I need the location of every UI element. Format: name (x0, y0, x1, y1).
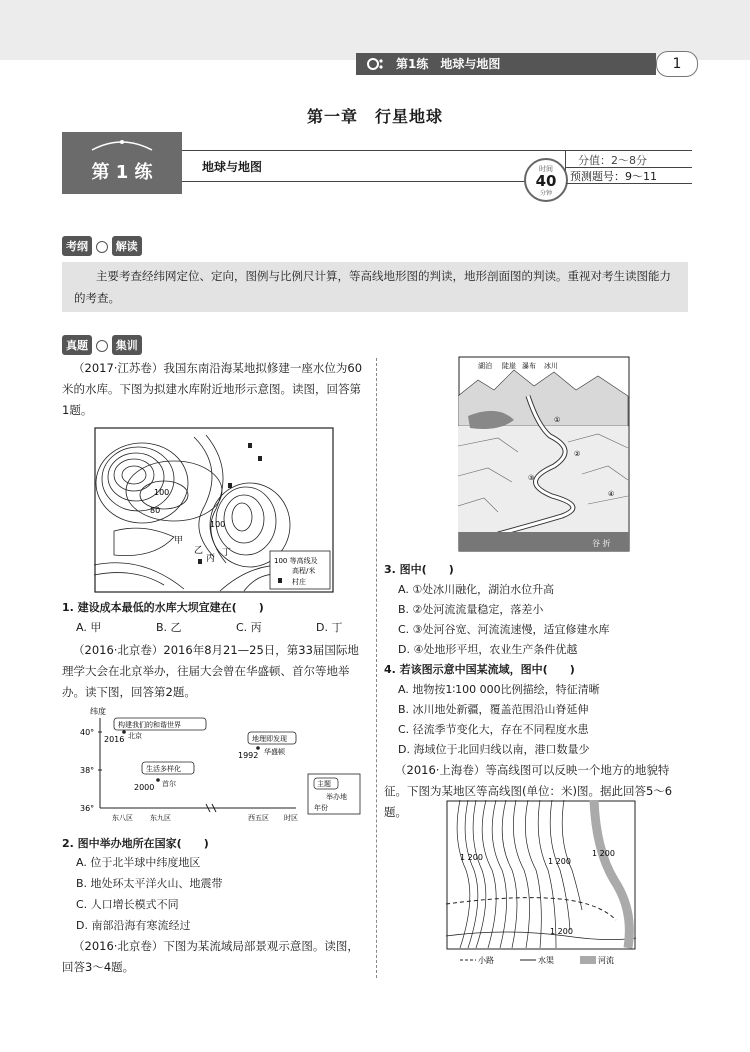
chart2-zone-tick: 东九区 (150, 814, 171, 822)
river-basin-landscape (458, 356, 630, 552)
q3-option[interactable]: A. ①处冰川融化，湖泊水位升高 (398, 583, 555, 596)
topo-map-contours (446, 800, 636, 970)
chart2-year: 2000 (134, 783, 155, 792)
landscape-label: 陡崖 (502, 362, 516, 370)
landscape-watermark: 谷 折 (592, 539, 611, 548)
q1-option[interactable]: A. 甲 (76, 621, 102, 634)
section-header-label: 第1练 地球与地图 (396, 57, 501, 71)
landscape-label: 瀑布 (522, 362, 536, 370)
map3-legend: 河流 (598, 956, 614, 965)
q4-option[interactable]: A. 地物按1∶100 000比例描绘，特征清晰 (398, 683, 600, 696)
outline-label-b: 解读 (112, 236, 142, 256)
q2-stem: 2. 图中举办地所在国家( ) (62, 837, 209, 850)
q1-stem: 1. 建设成本最低的水库大坝宜建在( ) (62, 601, 264, 614)
map3-label: 1 200 (592, 849, 615, 858)
map1-label: 丙 (206, 554, 216, 564)
landscape-label: ④ (608, 490, 615, 498)
key-icon (96, 241, 108, 253)
chart2-lat-tick: 36° (80, 804, 95, 813)
map3-legend: 水渠 (538, 956, 554, 965)
chart2-legend: 主题 (317, 780, 331, 788)
map1-label: 100 (154, 488, 170, 497)
chapter-title: 第一章 行星地球 (306, 107, 443, 126)
chart2-zone-tick: 西五区 (248, 814, 269, 822)
practice-label-a: 真题 (62, 335, 92, 355)
q2-option[interactable]: D. 南部沿海有寒流经过 (76, 919, 191, 932)
section-outline-heading (62, 236, 142, 256)
timer-clock (524, 158, 568, 202)
exercise-number: 第 1 练 (91, 162, 153, 183)
q4-option[interactable]: C. 径流季节变化大，存在不同程度水患 (398, 723, 589, 736)
map3-label: 1 200 (460, 853, 483, 862)
score-label: 分值：2～8分 (578, 154, 647, 167)
outline-text: 主要考查经纬网定位、定向，图例与比例尺计算，等高线地形图的判读，地形剖面图的判读。重视对考生读图能力的考查。 (62, 262, 688, 312)
chart2-lat-tick: 38° (80, 766, 95, 775)
chart2-axis-label: 纬度 (90, 707, 106, 716)
map1-legend: 高程/米 (292, 567, 316, 575)
q2-option[interactable]: B. 地处环太平洋火山、地震带 (76, 877, 223, 890)
landscape-label: 湖泊 (478, 362, 492, 370)
landscape-label: 冰川 (544, 362, 558, 370)
page-top-bar (0, 0, 750, 60)
map3-label: 1 200 (548, 857, 571, 866)
intro-q5: （2016·上海卷）等高线图可以反映一个地方的地貌特征。下图为某地区等高线图(单位：米)图。据此回答5～6题。 (384, 763, 673, 819)
predicted-label: 预测题号：9～11 (570, 170, 657, 183)
chart2-year: 1992 (238, 751, 259, 760)
landscape-label: ① (554, 416, 561, 424)
topo-map-reservoir (94, 427, 334, 593)
landscape-label: ③ (528, 474, 535, 482)
map1-label: 100 (210, 520, 226, 529)
chart2-theme: 构建我们的和谐世界 (118, 721, 181, 729)
q3-option[interactable]: C. ③处河谷宽、河流流速慢，适宜修建水库 (398, 623, 610, 636)
intro-q1: （2017·江苏卷）我国东南沿海某地拟修建一座水位为60米的水库。下图为拟建水库附近地形示意图。读图，回答第1题。 (62, 361, 363, 417)
map1-legend: 村庄 (292, 578, 306, 586)
chart2-zone-tick: 时区 (284, 814, 298, 822)
map1-legend: 100 等高线及 (274, 557, 318, 565)
congress-chart (76, 704, 366, 826)
arc-decoration (90, 138, 154, 152)
timer-value: 40 (535, 172, 557, 190)
q4-option[interactable]: B. 冰川地处新疆，覆盖范围沿山脊延伸 (398, 703, 589, 716)
exercise-topic: 地球与地图 (182, 150, 566, 182)
intro-q3: （2016·北京卷）下图为某流域局部景观示意图。读图，回答3～4题。 (62, 939, 359, 974)
exercise-number-block (62, 132, 182, 194)
map3-legend: 小路 (478, 956, 494, 965)
section-icon (366, 57, 384, 71)
chart2-city: 北京 (128, 732, 142, 740)
exercise-meta (566, 150, 692, 184)
practice-label-b: 集训 (112, 335, 142, 355)
chart2-city: 华盛顿 (264, 748, 285, 756)
q3-stem: 3. 图中( ) (384, 563, 454, 576)
landscape-label: ② (574, 450, 581, 458)
column-divider (376, 358, 377, 978)
chart2-theme: 生活多样化 (146, 765, 181, 773)
chart2-year: 2016 (104, 735, 125, 744)
map1-label: 丁 (222, 548, 232, 558)
q1-option[interactable]: B. 乙 (156, 621, 182, 634)
section-practice-heading (62, 335, 142, 355)
q3-option[interactable]: B. ②处河流流量稳定，落差小 (398, 603, 544, 616)
chart2-theme: 地理即发现 (252, 735, 287, 743)
timer-label: 时间 (539, 165, 553, 173)
timer-unit: 分钟 (539, 190, 552, 197)
q3-option[interactable]: D. ④处地形平坦，农业生产条件优越 (398, 643, 578, 656)
map1-label: 甲 (174, 536, 184, 546)
chart2-city: 首尔 (162, 780, 176, 788)
map1-label: 80 (150, 506, 161, 515)
key-icon (96, 340, 108, 352)
map3-label: 1 200 (550, 927, 573, 936)
map1-label: 乙 (194, 546, 204, 556)
q2-option[interactable]: C. 人口增长模式不同 (76, 898, 179, 911)
outline-label-a: 考纲 (62, 236, 92, 256)
section-header-tab (356, 53, 656, 75)
q1-option[interactable]: D. 丁 (316, 621, 343, 634)
q2-option[interactable]: A. 位于北半球中纬度地区 (76, 856, 201, 869)
page-number: 1 (656, 51, 698, 77)
q4-option[interactable]: D. 海域位于北回归线以南，港口数量少 (398, 743, 590, 756)
chart2-legend: 举办地 (326, 793, 347, 801)
intro-q2: （2016·北京卷）2016年8月21—25日，第33届国际地理学大会在北京举办，往届大会曾在华盛顿、首尔等地举办。读下图，回答第2题。 (62, 643, 359, 699)
chart2-legend: 年份 (314, 804, 328, 812)
chart2-lat-tick: 40° (80, 728, 95, 737)
q4-stem: 4. 若该图示意中国某流域，图中( ) (384, 663, 575, 676)
chart2-zone-tick: 东八区 (112, 814, 133, 822)
q1-option[interactable]: C. 丙 (236, 621, 262, 634)
